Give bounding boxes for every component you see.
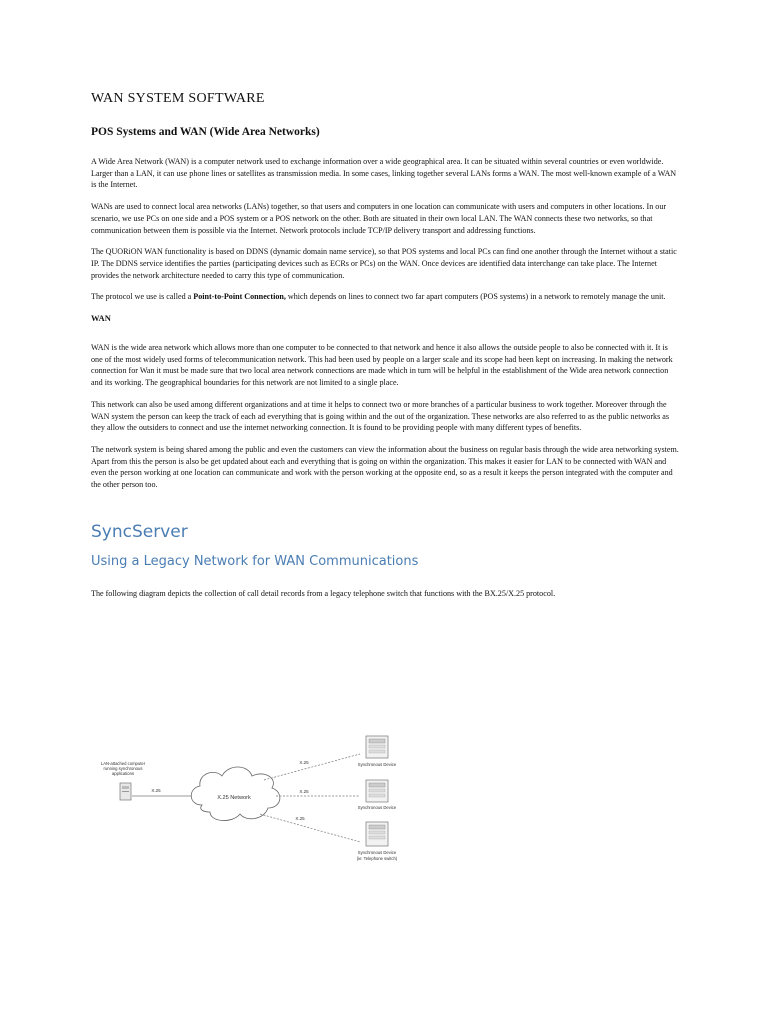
protocol-text-after: which depends on lines to connect two far apart computers (POS systems) in a network to remotely manage the unit.: [285, 292, 666, 302]
document-content: [91, 90, 681, 599]
syncserver-subtitle: Using a Legacy Network for WAN Communications: [91, 553, 419, 569]
telephone-switch-icon: [366, 822, 388, 846]
device-3-label-line-1: Synchronous Device: [357, 850, 397, 855]
lan-label-line-1: LAN-attached computer: [100, 761, 146, 766]
paragraph-wan-organizations: This network can also be used among different organizations and at time it helps to connect two or more branches of a particular business to work together. Moreover through the WAN system the person can keep the track of each ad everything that is going within and the out of the organization. These networks are also referred to as the public networks as they allow the outsiders to connect and use the internet networking connection. It is found to be providing people with many different types of benefits.: [91, 399, 669, 433]
device-2-label: Synchronous Device: [357, 805, 397, 810]
synchronous-device-1-icon: [366, 736, 388, 758]
paragraph-wan-definition: A Wide Area Network (WAN) is a computer network used to exchange information over a wide geographical area. It can be situated within several countries or even worldwide. Larger than a LAN, it can use phone lines or satellites as transmission media. In some cases, linking together several LANs forms a WAN. The most well-known example of a WAN is the Internet.: [91, 157, 677, 190]
syncserver-title: SyncServer: [91, 521, 188, 542]
page-title: WAN SYSTEM SOFTWARE: [91, 91, 265, 106]
x25-cloud-icon: [191, 767, 280, 821]
x25-network-diagram: [92, 730, 422, 866]
protocol-name: Point-to-Point Connection,: [193, 292, 286, 302]
lan-computer-icon: [120, 783, 131, 800]
protocol-text-before: The protocol we use is called a: [91, 292, 194, 302]
paragraph-ddns: The QUORiON WAN functionality is based on DDNS (dynamic domain name service), so that POS systems and local PCs can find one another through the Internet without a static IP. The DDNS service identifies the parties (participating devices such as ECRs or PCs) on the WAN. Once devices are identified data interchange can take place. The Internet provides the network architecture needed to carry this type of communication.: [91, 247, 677, 280]
lan-label-line-2: running synchronous: [103, 766, 143, 771]
link-cloud-device-3: [260, 814, 360, 842]
link-mid-label: X.25: [299, 789, 309, 794]
link-left-label: X.25: [151, 788, 161, 793]
paragraph-wan-usage: WANs are used to connect local area networks (LANs) together, so that users and computers in one location can communicate with users and computers in other locations. In our scenario, we use PCs on one side and a POS system or a POS network on the other. Both are situated in their own local LAN. The WAN connects these two networks, so that communication between them is possible via the Internet. Network protocols include TCP/IP delivery transport and addressing functions.: [91, 202, 667, 235]
device-3-label-line-2: (ie: Telephone switch): [356, 856, 398, 861]
diagram-caption: The following diagram depicts the collection of call detail records from a legacy telephone switch that functions with the BX.25/X.25 protocol.: [91, 588, 556, 598]
paragraph-wan-overview: WAN is the wide area network which allows more than one computer to be connected to that network and hence it also allows the outside people to also be connected with it. It is one of the most widely used forms of telecommunication network. This had been used by people on a larger scale and its scope had been kept on increasing. In making the network connection for Wan it must be made sure that two local area network connections are made which in turn will be helpful in the establishment of the Wide area network connection and its working. The geographical boundaries for this network are not limited to a single place.: [91, 343, 673, 388]
synchronous-device-2-icon: [366, 780, 388, 802]
paragraph-wan-public: The network system is being shared among the public and even the customers can view the information about the business on regular basis through the wide area networking system. Apart from this the person is also be get updated about each and everything that is going on within the organization. This makes it easier for LAN to be connected with WAN and even the person working at one location can communicate and work with the person working at the opposite end, so as a result it keeps the person integrated with the computer and the other person too.: [91, 444, 679, 490]
paragraph-protocol: [91, 291, 681, 303]
lan-label-line-3: applications: [111, 771, 135, 776]
link-bottom-label: X.25: [295, 816, 305, 821]
link-top-label: X.25: [299, 760, 309, 765]
link-cloud-device-1: [264, 754, 360, 780]
section-subtitle: POS Systems and WAN (Wide Area Networks): [91, 126, 320, 138]
cloud-label: X.25 Network: [217, 795, 251, 801]
diagram-svg: [92, 730, 422, 866]
wan-heading: WAN: [91, 313, 111, 324]
device-1-label: Synchronous Device: [357, 762, 397, 767]
